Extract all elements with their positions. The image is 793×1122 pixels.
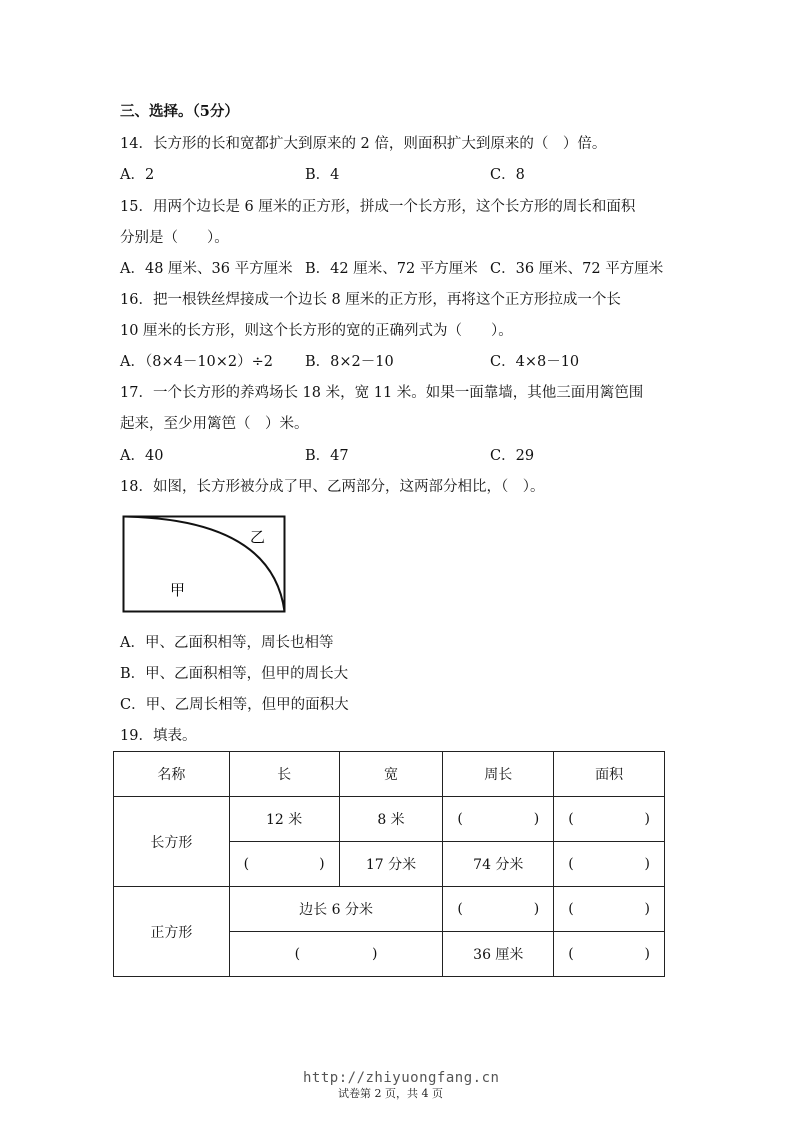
- paren-open: (: [568, 946, 574, 962]
- square-label: 正方形: [114, 887, 230, 977]
- label-jia: 甲: [170, 581, 186, 599]
- header-length: 长: [229, 752, 339, 797]
- r1-perimeter-blank[interactable]: [443, 797, 554, 842]
- r1-width: 8 米: [339, 797, 443, 842]
- paren-open: (: [294, 946, 301, 962]
- q15-option-c: C．36 厘米、72 平方厘米: [490, 261, 664, 277]
- s1-side: 边长 6 分米: [229, 887, 443, 932]
- question-15-line2: 分别是（ ）。: [120, 230, 229, 246]
- q16-option-b: B．8×2－10: [305, 354, 394, 370]
- q18-option-b: B．甲、乙面积相等，但甲的周长大: [120, 666, 349, 682]
- fill-table: [113, 751, 665, 977]
- r2-perimeter: 74 分米: [443, 842, 554, 887]
- s1-area-blank[interactable]: [554, 887, 665, 932]
- question-18: 18．如图，长方形被分成了甲、乙两部分，这两部分相比，（ ）。: [120, 479, 545, 495]
- paren-open: (: [457, 811, 463, 827]
- r2-width: 17 分米: [339, 842, 443, 887]
- label-yi: 乙: [250, 528, 266, 546]
- s2-perimeter: 36 厘米: [443, 932, 554, 977]
- rect-label: 长方形: [114, 797, 230, 887]
- r2-area-blank[interactable]: [554, 842, 665, 887]
- question-16-line1: 16．把一根铁丝焊接成一个边长 8 厘米的正方形，再将这个正方形拉成一个长: [120, 292, 621, 308]
- paren-close: ): [533, 811, 540, 827]
- header-perimeter: 周长: [443, 752, 554, 797]
- page-number: 试卷第 2 页，共 4 页: [338, 1087, 443, 1100]
- paren-close: ): [533, 901, 540, 917]
- paren-close: ): [644, 946, 650, 962]
- paren-open: (: [568, 901, 574, 917]
- q15-option-a: A．48 厘米、36 平方厘米: [120, 261, 293, 277]
- table-header-row: [114, 752, 665, 797]
- paren-close: ): [371, 946, 378, 962]
- q16-option-c: C．4×8－10: [490, 354, 580, 370]
- question-14: 14．长方形的长和宽都扩大到原来的 2 倍，则面积扩大到原来的（ ）倍。: [120, 136, 607, 152]
- paren-open: (: [568, 856, 574, 872]
- r2-length-blank[interactable]: [229, 842, 339, 887]
- q14-option-a: A．2: [120, 167, 155, 183]
- paren-open: (: [243, 856, 250, 872]
- watermark-url: http://zhiyuongfang.cn: [303, 1070, 500, 1086]
- paren-close: ): [319, 856, 325, 872]
- q17-option-b: B．47: [305, 448, 349, 464]
- header-width: 宽: [339, 752, 443, 797]
- question-17-line2: 起来，至少用篱笆（ ）米。: [120, 416, 309, 432]
- question-19: 19．填表。: [120, 728, 197, 744]
- question-16-line2: 10 厘米的长方形，则这个长方形的宽的正确列式为（ ）。: [120, 323, 513, 339]
- table-row: [114, 797, 665, 842]
- s2-area-blank[interactable]: [554, 932, 665, 977]
- s1-perimeter-blank[interactable]: [443, 887, 554, 932]
- s2-side-blank[interactable]: [229, 932, 443, 977]
- paren-close: ): [644, 901, 650, 917]
- paren-close: ): [644, 811, 650, 827]
- q15-option-b: B．42 厘米、72 平方厘米: [305, 261, 478, 277]
- q17-option-c: C．29: [490, 448, 535, 464]
- section-title: 三、选择。（5分）: [120, 103, 239, 120]
- question-17-line1: 17．一个长方形的养鸡场长 18 米，宽 11 米。如果一面靠墙，其他三面用篱笆围: [120, 385, 644, 401]
- q17-option-a: A．40: [120, 448, 164, 464]
- q18-option-c: C．甲、乙周长相等，但甲的面积大: [120, 697, 349, 713]
- q14-option-b: B．4: [305, 167, 340, 183]
- q16-option-a: A．（8×4－10×2）÷2: [120, 354, 274, 370]
- paren-close: ): [644, 856, 650, 872]
- table-row: [114, 887, 665, 932]
- paren-open: (: [457, 901, 463, 917]
- rectangle-figure: [122, 515, 287, 615]
- q14-option-c: C．8: [490, 167, 525, 183]
- question-15-line1: 15．用两个边长是 6 厘米的正方形，拼成一个长方形，这个长方形的周长和面积: [120, 199, 636, 215]
- paren-open: (: [568, 811, 574, 827]
- r1-length: 12 米: [229, 797, 339, 842]
- header-area: 面积: [554, 752, 665, 797]
- q18-option-a: A．甲、乙面积相等，周长也相等: [120, 635, 334, 651]
- r1-area-blank[interactable]: [554, 797, 665, 842]
- header-name: 名称: [114, 752, 230, 797]
